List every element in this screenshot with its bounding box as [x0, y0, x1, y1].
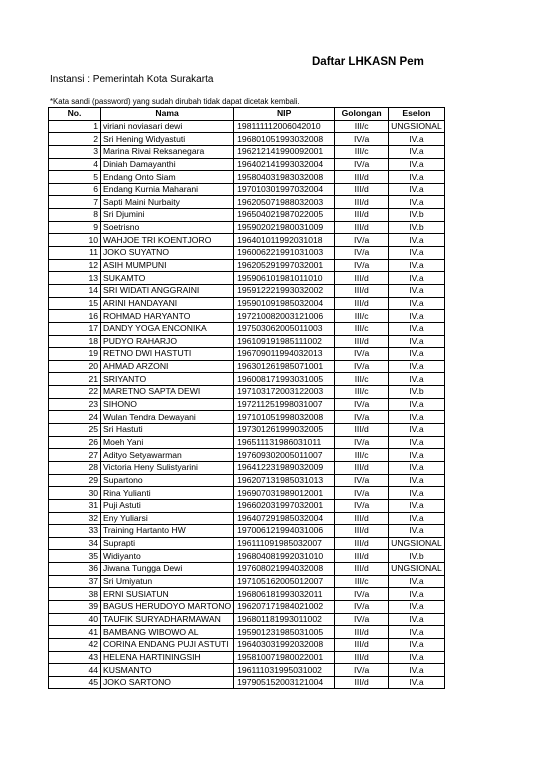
row-nip: 196301261985071001 — [234, 360, 335, 373]
row-nip: 195804031983032008 — [234, 171, 335, 184]
row-no: 21 — [49, 373, 101, 386]
row-nama: SRIYANTO — [101, 373, 234, 386]
row-golongan: III/d — [335, 651, 389, 664]
table-row — [49, 284, 445, 297]
row-eselon: IV.a — [389, 474, 445, 487]
row-nip: 196801051993032008 — [234, 133, 335, 146]
table-row — [49, 310, 445, 323]
row-no: 6 — [49, 183, 101, 196]
row-no: 17 — [49, 322, 101, 335]
row-eselon: UNGSIONAL — [389, 120, 445, 133]
row-golongan: III/c — [335, 449, 389, 462]
row-nip: 196907031989012001 — [234, 487, 335, 500]
row-nama: Victoria Heny Sulistyarini — [101, 461, 234, 474]
row-nip: 196205071988032003 — [234, 196, 335, 209]
row-golongan: III/d — [335, 209, 389, 222]
row-eselon: IV.b — [389, 386, 445, 399]
row-eselon: IV.a — [389, 272, 445, 285]
row-nip: 196801181993011002 — [234, 613, 335, 626]
row-golongan: III/d — [335, 272, 389, 285]
table-row — [49, 588, 445, 601]
row-eselon: IV.a — [389, 297, 445, 310]
row-golongan: IV/a — [335, 133, 389, 146]
row-eselon: IV.a — [389, 335, 445, 348]
table-row — [49, 373, 445, 386]
row-golongan: III/d — [335, 461, 389, 474]
row-no: 30 — [49, 487, 101, 500]
row-eselon: IV.a — [389, 499, 445, 512]
row-nama: MARETNO SAPTA DEWI — [101, 386, 234, 399]
row-nip: 197608021994032008 — [234, 563, 335, 576]
table-row — [49, 120, 445, 133]
row-nama: SIHONO — [101, 398, 234, 411]
row-nama: WAHJOE TRI KOENTJORO — [101, 234, 234, 247]
row-nama: PUDYO RAHARJO — [101, 335, 234, 348]
row-nama: Sri Umiyatun — [101, 575, 234, 588]
row-no: 22 — [49, 386, 101, 399]
row-no: 34 — [49, 537, 101, 550]
table-row — [49, 461, 445, 474]
row-golongan: IV/a — [335, 474, 389, 487]
row-nip: 195902021980031009 — [234, 221, 335, 234]
table-row — [49, 626, 445, 639]
row-nama: Sri Hening Widyastuti — [101, 133, 234, 146]
row-no: 27 — [49, 449, 101, 462]
row-golongan: IV/a — [335, 487, 389, 500]
row-eselon: IV.a — [389, 171, 445, 184]
table-row — [49, 424, 445, 437]
row-nip: 195901231985031005 — [234, 626, 335, 639]
header-golongan: Golongan — [335, 108, 389, 121]
row-no: 8 — [49, 209, 101, 222]
table-row — [49, 537, 445, 550]
row-golongan: III/c — [335, 575, 389, 588]
table-row — [49, 600, 445, 613]
row-eselon: IV.a — [389, 284, 445, 297]
row-eselon: IV.a — [389, 588, 445, 601]
row-golongan: IV/a — [335, 259, 389, 272]
table-row — [49, 297, 445, 310]
row-eselon: IV.a — [389, 145, 445, 158]
row-no: 44 — [49, 664, 101, 677]
row-golongan: IV/a — [335, 234, 389, 247]
row-nip: 196511131986031011 — [234, 436, 335, 449]
table-row — [49, 651, 445, 664]
lhkasn-table — [48, 107, 445, 689]
row-golongan: III/c — [335, 386, 389, 399]
row-nip: 197105162005012007 — [234, 575, 335, 588]
row-golongan: IV/a — [335, 348, 389, 361]
row-nama: JOKO SARTONO — [101, 676, 234, 689]
row-golongan: III/d — [335, 537, 389, 550]
row-eselon: IV.a — [389, 310, 445, 323]
row-golongan: III/c — [335, 373, 389, 386]
table-row — [49, 550, 445, 563]
row-eselon: IV.a — [389, 247, 445, 260]
row-no: 13 — [49, 272, 101, 285]
row-nip: 196207131985031013 — [234, 474, 335, 487]
row-nip: 197503062005011003 — [234, 322, 335, 335]
row-eselon: IV.b — [389, 209, 445, 222]
table-row — [49, 322, 445, 335]
row-nama: Jiwana Tungga Dewi — [101, 563, 234, 576]
row-no: 7 — [49, 196, 101, 209]
row-eselon: IV.a — [389, 133, 445, 146]
row-golongan: III/d — [335, 297, 389, 310]
table-row — [49, 196, 445, 209]
row-nama: Supartono — [101, 474, 234, 487]
table-row — [49, 259, 445, 272]
row-eselon: UNGSIONAL — [389, 537, 445, 550]
table-row — [49, 664, 445, 677]
row-eselon: IV.a — [389, 676, 445, 689]
row-no: 5 — [49, 171, 101, 184]
row-nip: 196403031992032008 — [234, 638, 335, 651]
row-nama: Diniah Damayanthi — [101, 158, 234, 171]
row-nip: 196205291997032001 — [234, 259, 335, 272]
table-row — [49, 676, 445, 689]
row-no: 15 — [49, 297, 101, 310]
row-nama: SRI WIDATI ANGGRAINI — [101, 284, 234, 297]
row-eselon: IV.a — [389, 196, 445, 209]
row-no: 35 — [49, 550, 101, 563]
header-no: No. — [49, 108, 101, 121]
row-nip: 196407291985032004 — [234, 512, 335, 525]
row-eselon: IV.a — [389, 626, 445, 639]
row-golongan: III/d — [335, 335, 389, 348]
row-eselon: IV.a — [389, 461, 445, 474]
row-no: 25 — [49, 424, 101, 437]
document-title: Daftar LHKASN Pem — [312, 56, 424, 68]
table-row — [49, 474, 445, 487]
table-row — [49, 386, 445, 399]
row-golongan: III/d — [335, 638, 389, 651]
row-golongan: III/d — [335, 563, 389, 576]
table-row — [49, 613, 445, 626]
row-nama: Endang Kurnia Maharani — [101, 183, 234, 196]
row-golongan: IV/a — [335, 600, 389, 613]
row-no: 23 — [49, 398, 101, 411]
row-nip: 196207171984021002 — [234, 600, 335, 613]
row-no: 40 — [49, 613, 101, 626]
header-nip: NIP — [234, 108, 335, 121]
row-nip: 196504021987022005 — [234, 209, 335, 222]
table-row — [49, 335, 445, 348]
row-no: 1 — [49, 120, 101, 133]
row-nama: Sri Hastuti — [101, 424, 234, 437]
row-nama: Eny Yuliarsi — [101, 512, 234, 525]
table-row — [49, 499, 445, 512]
row-no: 32 — [49, 512, 101, 525]
row-nip: 196709011994032013 — [234, 348, 335, 361]
row-no: 24 — [49, 411, 101, 424]
row-no: 28 — [49, 461, 101, 474]
row-nip: 197010301997032004 — [234, 183, 335, 196]
row-eselon: IV.a — [389, 449, 445, 462]
table-row — [49, 234, 445, 247]
row-eselon: IV.a — [389, 360, 445, 373]
row-nama: BAMBANG WIBOWO AL — [101, 626, 234, 639]
row-eselon: IV.a — [389, 525, 445, 538]
header-eselon: Eselon — [389, 108, 445, 121]
row-nama: SUKAMTO — [101, 272, 234, 285]
row-nip: 197905152003121004 — [234, 676, 335, 689]
row-nip: 196602031997032001 — [234, 499, 335, 512]
row-nip: 198111112006042010 — [234, 120, 335, 133]
table-row — [49, 411, 445, 424]
row-nama: RETNO DWI HASTUTI — [101, 348, 234, 361]
table-row — [49, 171, 445, 184]
row-eselon: IV.a — [389, 259, 445, 272]
row-golongan: III/c — [335, 322, 389, 335]
row-golongan: IV/a — [335, 411, 389, 424]
row-nama: DANDY YOGA ENCONIKA — [101, 322, 234, 335]
row-eselon: IV.a — [389, 234, 445, 247]
row-nip: 197211251998031007 — [234, 398, 335, 411]
table-row — [49, 449, 445, 462]
row-nip: 196008171993031005 — [234, 373, 335, 386]
table-row — [49, 360, 445, 373]
row-nama: viriani noviasari dewi — [101, 120, 234, 133]
row-no: 38 — [49, 588, 101, 601]
row-nip: 196402141993032004 — [234, 158, 335, 171]
row-no: 16 — [49, 310, 101, 323]
row-nip: 196006221991031003 — [234, 247, 335, 260]
table-row — [49, 512, 445, 525]
row-nip: 197609302005011007 — [234, 449, 335, 462]
row-no: 12 — [49, 259, 101, 272]
row-nama: ROHMAD HARYANTO — [101, 310, 234, 323]
row-no: 2 — [49, 133, 101, 146]
row-nip: 195906101981011010 — [234, 272, 335, 285]
row-no: 19 — [49, 348, 101, 361]
row-nip: 197210082003121006 — [234, 310, 335, 323]
row-no: 33 — [49, 525, 101, 538]
row-no: 39 — [49, 600, 101, 613]
table-row — [49, 563, 445, 576]
row-no: 11 — [49, 247, 101, 260]
table-row — [49, 487, 445, 500]
row-no: 4 — [49, 158, 101, 171]
row-no: 18 — [49, 335, 101, 348]
row-eselon: IV.a — [389, 411, 445, 424]
row-golongan: III/c — [335, 310, 389, 323]
row-golongan: IV/a — [335, 158, 389, 171]
row-eselon: IV.b — [389, 550, 445, 563]
row-nama: KUSMANTO — [101, 664, 234, 677]
row-no: 14 — [49, 284, 101, 297]
table-row — [49, 272, 445, 285]
row-eselon: IV.b — [389, 221, 445, 234]
row-no: 3 — [49, 145, 101, 158]
row-eselon: IV.a — [389, 512, 445, 525]
row-eselon: IV.a — [389, 398, 445, 411]
row-nip: 195912221993032002 — [234, 284, 335, 297]
row-eselon: IV.a — [389, 183, 445, 196]
row-eselon: IV.a — [389, 436, 445, 449]
row-nama: Puji Astuti — [101, 499, 234, 512]
table-row — [49, 209, 445, 222]
row-nama: ARINI HANDAYANI — [101, 297, 234, 310]
table-row — [49, 133, 445, 146]
row-eselon: IV.a — [389, 575, 445, 588]
table-row — [49, 158, 445, 171]
table-row — [49, 436, 445, 449]
row-eselon: IV.a — [389, 600, 445, 613]
table-row — [49, 183, 445, 196]
row-golongan: IV/a — [335, 588, 389, 601]
row-nama: Endang Onto Siam — [101, 171, 234, 184]
row-nip: 196412231989032009 — [234, 461, 335, 474]
row-eselon: IV.a — [389, 664, 445, 677]
row-no: 45 — [49, 676, 101, 689]
row-eselon: IV.a — [389, 348, 445, 361]
row-nama: Marina Rivai Reksanegara — [101, 145, 234, 158]
row-nama: Sapti Maini Nurbaity — [101, 196, 234, 209]
row-golongan: III/d — [335, 626, 389, 639]
row-no: 9 — [49, 221, 101, 234]
row-no: 26 — [49, 436, 101, 449]
row-nama: HELENA HARTININGSIH — [101, 651, 234, 664]
table-row — [49, 525, 445, 538]
row-golongan: III/c — [335, 145, 389, 158]
row-no: 37 — [49, 575, 101, 588]
row-nama: Moeh Yani — [101, 436, 234, 449]
row-eselon: IV.a — [389, 487, 445, 500]
row-nip: 197301261999032005 — [234, 424, 335, 437]
row-golongan: III/d — [335, 221, 389, 234]
row-nama: BAGUS HERUDOYO MARTONO — [101, 600, 234, 613]
instansi-label: Instansi : Pemerintah Kota Surakarta — [50, 74, 214, 85]
row-eselon: IV.a — [389, 613, 445, 626]
row-eselon: IV.a — [389, 158, 445, 171]
row-golongan: IV/a — [335, 247, 389, 260]
row-no: 20 — [49, 360, 101, 373]
row-nama: Adityo Setyawarman — [101, 449, 234, 462]
header-nama: Nama — [101, 108, 234, 121]
row-nip: 197101051998032008 — [234, 411, 335, 424]
row-golongan: IV/a — [335, 499, 389, 512]
row-golongan: IV/a — [335, 436, 389, 449]
row-golongan: III/d — [335, 183, 389, 196]
row-nama: Rina Yulianti — [101, 487, 234, 500]
row-nip: 196804081992031010 — [234, 550, 335, 563]
table-row — [49, 348, 445, 361]
row-nama: JOKO SUYATNO — [101, 247, 234, 260]
row-nip: 197103172003122003 — [234, 386, 335, 399]
row-eselon: IV.a — [389, 651, 445, 664]
row-no: 31 — [49, 499, 101, 512]
row-nama: Soetrisno — [101, 221, 234, 234]
password-note: *Kata sandi (password) yang sudah dirubah tidak dapat dicetak kembali. — [50, 97, 300, 106]
row-nama: ASIH MUMPUNI — [101, 259, 234, 272]
row-nip: 196401011992031018 — [234, 234, 335, 247]
row-nip: 196806181993032011 — [234, 588, 335, 601]
row-nip: 195810071980022001 — [234, 651, 335, 664]
row-golongan: III/d — [335, 550, 389, 563]
row-nama: Suprapti — [101, 537, 234, 550]
row-golongan: III/d — [335, 196, 389, 209]
row-no: 29 — [49, 474, 101, 487]
row-golongan: IV/a — [335, 613, 389, 626]
table-row — [49, 221, 445, 234]
row-nip: 195901091985032004 — [234, 297, 335, 310]
row-nip: 196109191985111002 — [234, 335, 335, 348]
row-eselon: UNGSIONAL — [389, 563, 445, 576]
table-row — [49, 398, 445, 411]
row-nama: Sri Djumini — [101, 209, 234, 222]
table-row — [49, 247, 445, 260]
row-golongan: III/d — [335, 171, 389, 184]
row-nip: 197006121994031006 — [234, 525, 335, 538]
row-golongan: III/d — [335, 512, 389, 525]
row-golongan: III/c — [335, 120, 389, 133]
row-no: 41 — [49, 626, 101, 639]
row-no: 43 — [49, 651, 101, 664]
row-golongan: IV/a — [335, 360, 389, 373]
table-body — [49, 120, 445, 689]
row-eselon: IV.a — [389, 373, 445, 386]
row-eselon: IV.a — [389, 638, 445, 651]
row-golongan: III/d — [335, 525, 389, 538]
row-nama: Training Hartanto HW — [101, 525, 234, 538]
row-no: 10 — [49, 234, 101, 247]
row-no: 36 — [49, 563, 101, 576]
row-nama: Wulan Tendra Dewayani — [101, 411, 234, 424]
row-nama: CORINA ENDANG PUJI ASTUTI — [101, 638, 234, 651]
row-eselon: IV.a — [389, 322, 445, 335]
row-golongan: III/d — [335, 424, 389, 437]
row-golongan: III/d — [335, 284, 389, 297]
row-eselon: IV.a — [389, 424, 445, 437]
row-nama: Widiyanto — [101, 550, 234, 563]
row-nip: 196212141990092001 — [234, 145, 335, 158]
row-nama: AHMAD ARZONI — [101, 360, 234, 373]
row-nip: 196111031995031002 — [234, 664, 335, 677]
table-row — [49, 638, 445, 651]
row-no: 42 — [49, 638, 101, 651]
table-header-row — [49, 108, 445, 121]
table-row — [49, 575, 445, 588]
row-golongan: III/d — [335, 676, 389, 689]
table-row — [49, 145, 445, 158]
row-nama: ERNI SUSIATUN — [101, 588, 234, 601]
row-golongan: IV/a — [335, 398, 389, 411]
row-nip: 196111091985032007 — [234, 537, 335, 550]
row-nama: TAUFIK SURYADHARMAWAN — [101, 613, 234, 626]
row-golongan: IV/a — [335, 664, 389, 677]
